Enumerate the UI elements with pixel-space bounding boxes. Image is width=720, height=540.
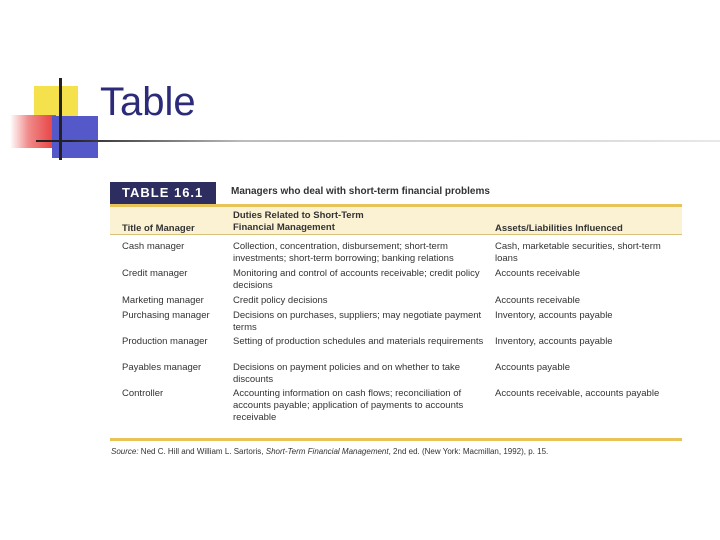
table-row	[110, 310, 682, 336]
source-details: , 2nd ed. (New York: Macmillan, 1992), p. 15.	[388, 447, 549, 456]
table-row	[110, 336, 682, 362]
cell-manager: Production manager	[122, 336, 208, 347]
cell-duties: Decisions on payment policies and on whether to take discounts	[233, 362, 461, 385]
decor-vertical-line	[59, 78, 62, 160]
cell-duties: Credit policy decisions	[233, 295, 328, 306]
cell-assets: Inventory, accounts payable	[495, 310, 613, 321]
cell-duties: Monitoring and control of accounts receivable; credit policy decisions	[233, 268, 480, 291]
column-headers	[110, 207, 682, 235]
table-row	[110, 241, 682, 268]
table-source-note	[111, 447, 548, 456]
table-row	[110, 295, 682, 310]
table-caption: Managers who deal with short-term financial problems	[231, 186, 490, 197]
financial-managers-table	[110, 182, 682, 424]
table-header-strip	[110, 182, 682, 204]
cell-assets: Accounts payable	[495, 362, 570, 373]
source-book-title: Short-Term Financial Management	[265, 447, 389, 456]
cell-manager: Purchasing manager	[122, 310, 210, 321]
cell-manager: Payables manager	[122, 362, 202, 373]
table-row	[110, 388, 682, 424]
table-bottom-rule	[110, 438, 682, 441]
cell-assets: Inventory, accounts payable	[495, 336, 613, 347]
table-row	[110, 268, 682, 295]
source-authors: Ned C. Hill and William L. Sartoris,	[138, 447, 266, 456]
cell-manager: Cash manager	[122, 241, 185, 252]
cell-duties: Decisions on purchases, suppliers; may negotiate payment terms	[233, 310, 482, 333]
cell-duties: Setting of production schedules and materials requirements	[233, 336, 484, 347]
column-header-manager: Title of Manager	[122, 223, 195, 234]
slide-title: Table	[100, 80, 196, 124]
source-prefix: Source:	[111, 447, 139, 456]
column-header-assets: Assets/Liabilities Influenced	[495, 223, 623, 234]
column-header-duties: Duties Related to Short-Term Financial Management	[233, 210, 364, 233]
cell-assets: Accounts receivable	[495, 295, 581, 306]
cell-assets: Cash, marketable securities, short-term loans	[495, 241, 661, 264]
table-row	[110, 362, 682, 388]
cell-manager: Marketing manager	[122, 295, 204, 306]
cell-manager: Controller	[122, 388, 164, 399]
cell-duties: Collection, concentration, disbursement; short-term investments; short-term borrowing; banking relations	[233, 241, 454, 264]
decor-red-square	[10, 115, 56, 148]
decor-horizontal-line	[36, 140, 720, 142]
table-number-label: TABLE 16.1	[110, 182, 216, 204]
cell-assets: Accounts receivable, accounts payable	[495, 388, 660, 399]
cell-manager: Credit manager	[122, 268, 188, 279]
cell-duties: Accounting information on cash flows; reconciliation of accounts payable; application of payments to accounts receivable	[233, 388, 464, 423]
cell-assets: Accounts receivable	[495, 268, 581, 279]
